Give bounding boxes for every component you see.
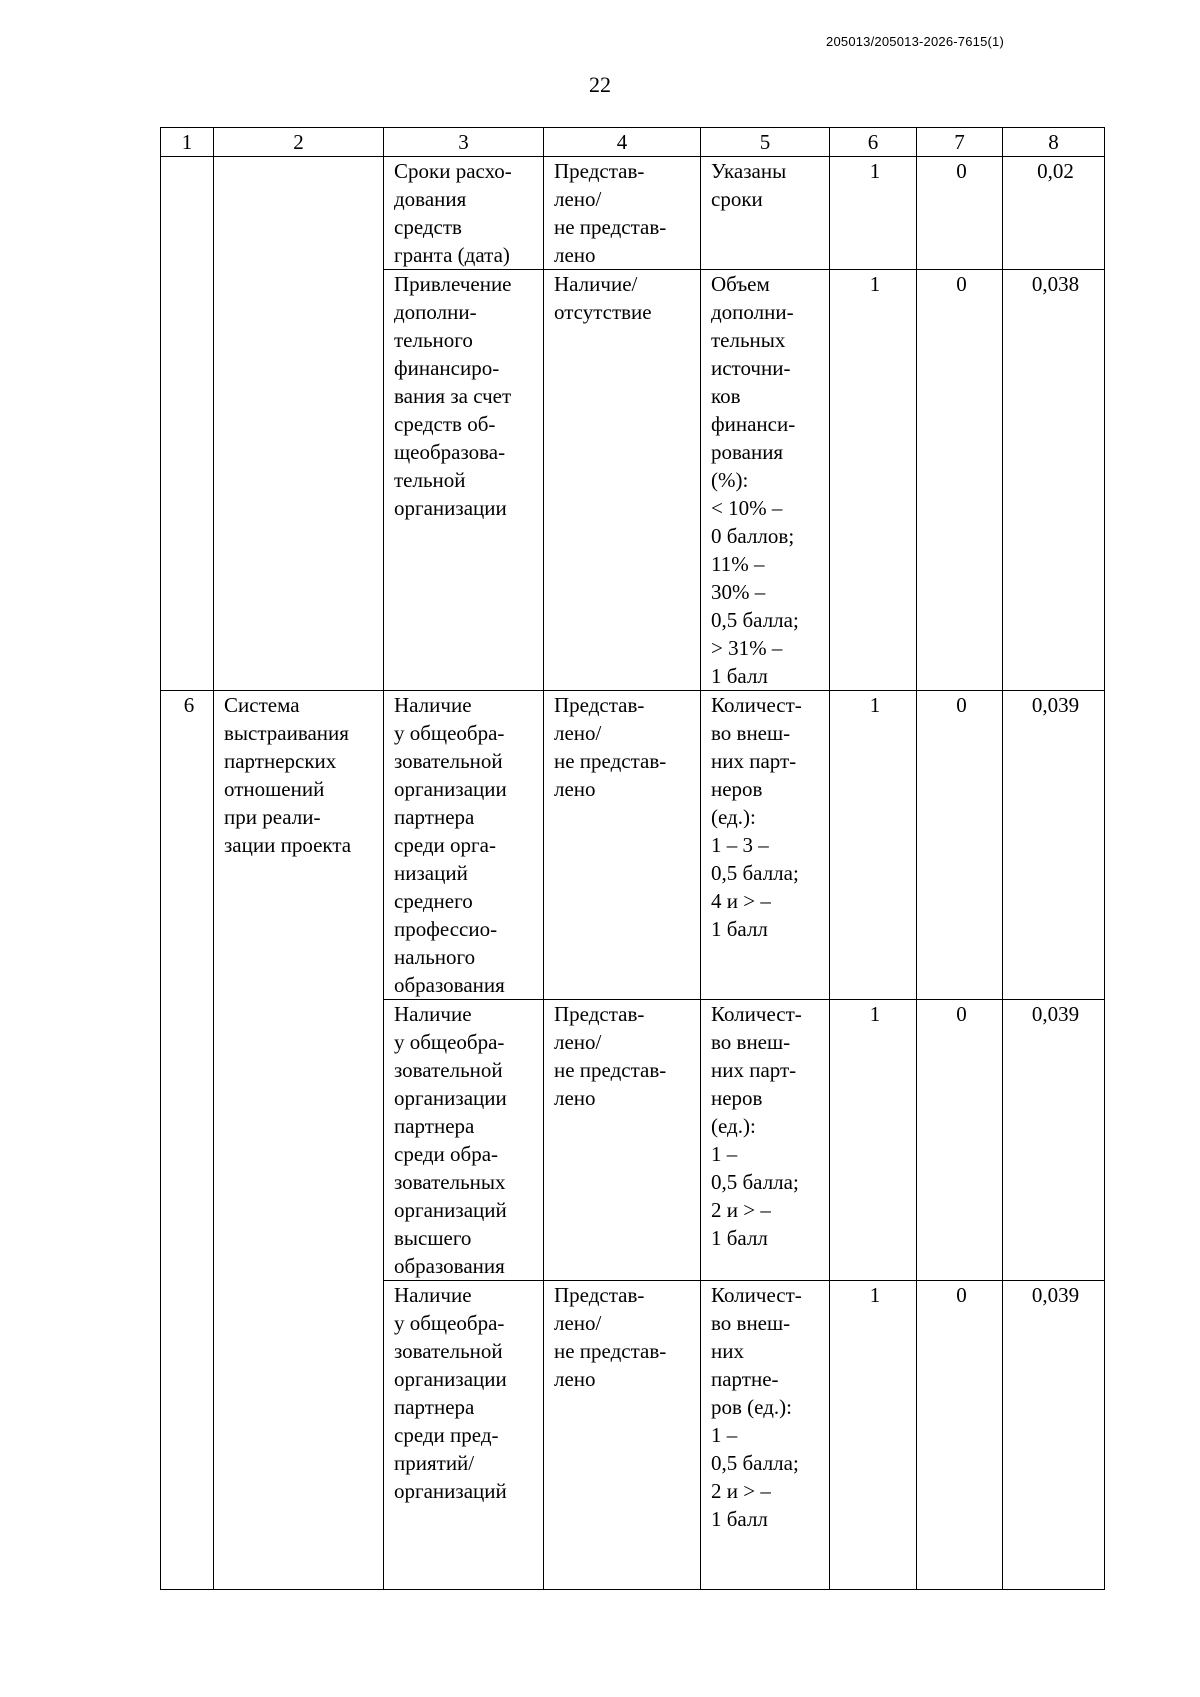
indicator-cell: Сроки расхо- дования средств гранта (дата) (384, 157, 544, 270)
column-header: 5 (701, 128, 830, 157)
max-score-cell: 1 (830, 1000, 917, 1281)
weight-cell: 0,02 (1003, 157, 1105, 270)
column-header: 2 (214, 128, 384, 157)
assessment-cell: Представ- лено/ не представ- лено (544, 1281, 701, 1590)
column-header: 3 (384, 128, 544, 157)
scoring-cell: Количест- во внеш- них парт- неров (ед.): 1 – 3 – 0,5 балла; 4 и > – 1 балл (701, 691, 830, 1000)
column-header: 8 (1003, 128, 1105, 157)
assessment-cell: Представ- лено/ не представ- лено (544, 691, 701, 1000)
min-score-cell: 0 (917, 157, 1003, 270)
criterion-name-cell: Система выстраивания партнерских отношений при реали- зации проекта (214, 691, 384, 1590)
scoring-cell: Объем дополни- тельных источни- ков финанси- рования (%): < 10% – 0 баллов; 11% – 30% – 0,5 балла; > 31% – 1 балл (701, 270, 830, 691)
indicator-cell: Наличие у общеобра- зовательной организации партнера среди обра- зовательных организаций высшего образования (384, 1000, 544, 1281)
min-score-cell: 0 (917, 270, 1003, 691)
criterion-name-cell (214, 157, 384, 691)
column-header: 4 (544, 128, 701, 157)
assessment-cell: Представ- лено/ не представ- лено (544, 157, 701, 270)
scoring-cell: Количест- во внеш- них партне- ров (ед.): 1 – 0,5 балла; 2 и > – 1 балл (701, 1281, 830, 1590)
column-header: 1 (161, 128, 214, 157)
max-score-cell: 1 (830, 1281, 917, 1590)
criteria-table (160, 127, 1105, 1590)
max-score-cell: 1 (830, 270, 917, 691)
weight-cell: 0,039 (1003, 691, 1105, 1000)
column-header: 7 (917, 128, 1003, 157)
table-header-row (161, 128, 1105, 157)
min-score-cell: 0 (917, 691, 1003, 1000)
weight-cell: 0,038 (1003, 270, 1105, 691)
indicator-cell: Привлечение дополни- тельного финансиро- вания за счет средств об- щеобразова- тельной организации (384, 270, 544, 691)
table-row (161, 157, 1105, 270)
page-number: 22 (589, 72, 611, 97)
max-score-cell: 1 (830, 157, 917, 270)
assessment-cell: Представ- лено/ не представ- лено (544, 1000, 701, 1281)
indicator-cell: Наличие у общеобра- зовательной организации партнера среди орга- низаций среднего профессио- нального образования (384, 691, 544, 1000)
criterion-number-cell: 6 (161, 691, 214, 1590)
criterion-number-cell (161, 157, 214, 691)
scoring-cell: Количест- во внеш- них парт- неров (ед.): 1 – 0,5 балла; 2 и > – 1 балл (701, 1000, 830, 1281)
scoring-cell: Указаны сроки (701, 157, 830, 270)
document-id: 205013/205013-2026-7615(1) (826, 34, 1004, 49)
max-score-cell: 1 (830, 691, 917, 1000)
column-header: 6 (830, 128, 917, 157)
assessment-cell: Наличие/ отсутствие (544, 270, 701, 691)
indicator-cell: Наличие у общеобра- зовательной организации партнера среди пред- приятий/ организаций (384, 1281, 544, 1590)
weight-cell: 0,039 (1003, 1281, 1105, 1590)
min-score-cell: 0 (917, 1281, 1003, 1590)
min-score-cell: 0 (917, 1000, 1003, 1281)
weight-cell: 0,039 (1003, 1000, 1105, 1281)
table-row (161, 691, 1105, 1000)
